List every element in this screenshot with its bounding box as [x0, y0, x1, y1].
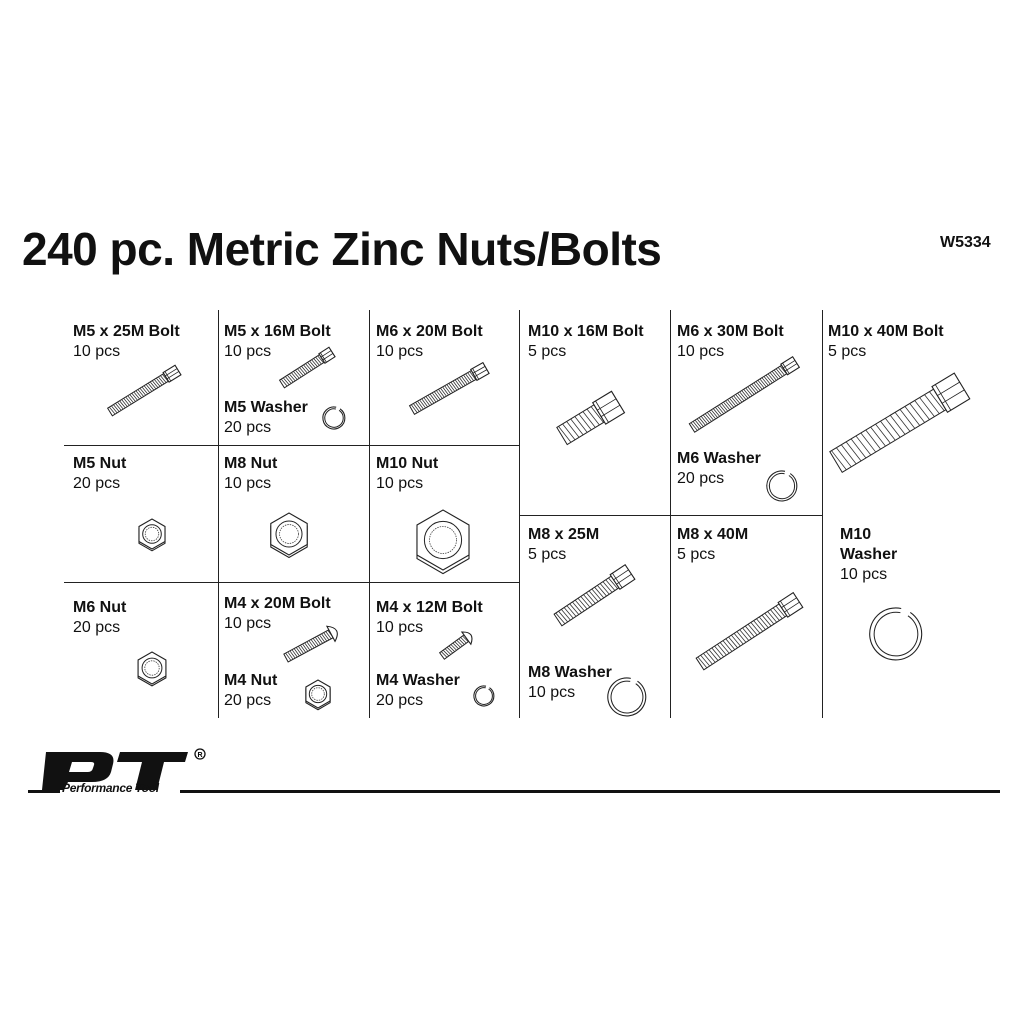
- part-qty: 10 pcs: [376, 475, 424, 492]
- m8x25-bolt-icon: [553, 565, 635, 628]
- part-name: M4 x 12M Bolt: [376, 599, 483, 616]
- m5-washer-icon: [323, 407, 345, 429]
- part-qty: 20 pcs: [224, 419, 272, 436]
- part-name: M5 x 25M Bolt: [73, 323, 180, 340]
- brand-name: Performance Tool: [62, 781, 159, 795]
- part-qty: 10 pcs: [73, 343, 121, 360]
- m8-washer-icon: [608, 678, 646, 716]
- part-qty: 10 pcs: [224, 475, 272, 492]
- m8-nut-icon: [271, 513, 307, 558]
- part-name: M6 x 30M Bolt: [677, 323, 784, 340]
- part-name: M8 Washer: [528, 664, 612, 681]
- m5x25-bolt-icon: [107, 365, 181, 417]
- part-qty: 20 pcs: [376, 692, 424, 709]
- part-qty: 20 pcs: [73, 475, 121, 492]
- part-name: M10 Washer: [840, 526, 898, 563]
- part-qty: 5 pcs: [528, 546, 567, 563]
- m4-washer-icon: [474, 686, 494, 706]
- part-qty: 10 pcs: [376, 619, 424, 636]
- m5-nut-icon: [139, 519, 165, 551]
- part-qty: 10 pcs: [528, 684, 576, 701]
- m6-nut-icon: [138, 652, 166, 686]
- part-qty: 10 pcs: [224, 343, 272, 360]
- m4-nut-icon: [306, 680, 330, 710]
- brand-rule: [180, 790, 1000, 793]
- m10x16-bolt-icon: [556, 391, 625, 446]
- svg-text:R: R: [197, 752, 203, 759]
- m5x16-bolt-icon: [279, 347, 335, 388]
- part-qty: 20 pcs: [224, 692, 272, 709]
- m6x30-bolt-icon: [689, 357, 800, 434]
- part-qty: 10 pcs: [677, 343, 725, 360]
- m8x40-bolt-icon: [695, 593, 803, 672]
- part-name: M10 x 40M Bolt: [828, 323, 944, 340]
- m10-washer-icon: [870, 608, 922, 660]
- part-name: M4 x 20M Bolt: [224, 595, 331, 612]
- part-qty: 10 pcs: [840, 566, 888, 583]
- part-name: M8 x 40M: [677, 526, 749, 543]
- part-name: M5 Nut: [73, 455, 127, 472]
- m10x40-bolt-icon: [828, 373, 969, 475]
- part-name: M5 Washer: [224, 399, 308, 416]
- part-name: M4 Nut: [224, 672, 278, 689]
- part-qty: 20 pcs: [73, 619, 121, 636]
- part-name: M6 x 20M Bolt: [376, 323, 483, 340]
- m6-washer-icon: [767, 471, 797, 501]
- part-name: M10 Nut: [376, 455, 439, 472]
- part-qty: 5 pcs: [828, 343, 867, 360]
- part-qty: 10 pcs: [224, 615, 272, 632]
- m6x20-bolt-icon: [409, 363, 489, 416]
- part-name: M6 Nut: [73, 599, 127, 616]
- product-code: W5334: [940, 234, 991, 251]
- m10-nut-icon: [417, 510, 469, 574]
- part-qty: 5 pcs: [528, 343, 567, 360]
- brand-rule-left: [28, 790, 60, 793]
- page-title: 240 pc. Metric Zinc Nuts/Bolts: [22, 223, 662, 275]
- part-name: M4 Washer: [376, 672, 460, 689]
- part-name: M6 Washer: [677, 450, 761, 467]
- part-name: M8 Nut: [224, 455, 278, 472]
- part-qty: 20 pcs: [677, 470, 725, 487]
- part-name: M10 x 16M Bolt: [528, 323, 644, 340]
- part-qty: 10 pcs: [376, 343, 424, 360]
- part-name: M8 x 25M: [528, 526, 600, 543]
- m4x12-bolt-icon: [438, 629, 476, 662]
- part-qty: 5 pcs: [677, 546, 716, 563]
- m4x20-bolt-icon: [282, 623, 341, 665]
- part-name: M5 x 16M Bolt: [224, 323, 331, 340]
